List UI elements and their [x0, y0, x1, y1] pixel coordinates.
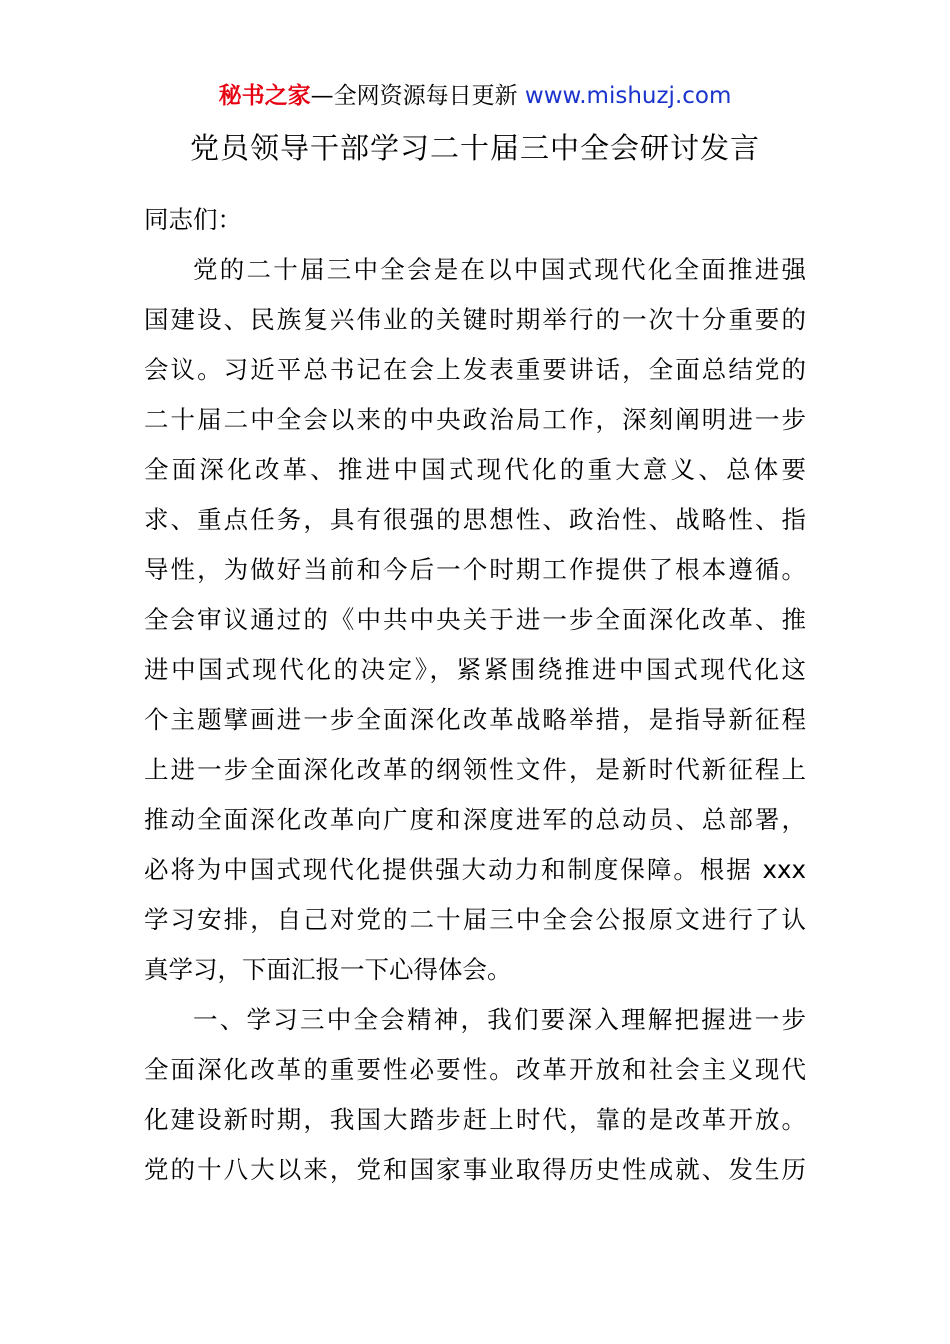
- paragraph-1-line: 国建设、民族复兴伟业的关键时期举行的一次十分重要的: [144, 305, 806, 334]
- paragraph-1-line: 学习安排，自己对党的二十届三中全会公报原文进行了认: [144, 905, 806, 934]
- paragraph-1-line: 导性，为做好当前和今后一个时期工作提供了根本遵循。: [144, 555, 806, 584]
- paragraph-2-line: 一、学习三中全会精神，我们要深入理解把握进一步: [193, 1005, 806, 1034]
- site-header: [0, 80, 950, 112]
- document-body: [144, 195, 806, 1195]
- paragraph-1-line: 全会审议通过的《中共中央关于进一步全面深化改革、推: [144, 605, 806, 634]
- paragraph-1-line: 会议。习近平总书记在会上发表重要讲话，全面总结党的: [144, 355, 806, 384]
- header-tagline: —全网资源每日更新: [310, 83, 518, 109]
- paragraph-2-line: 化建设新时期，我国大踏步赶上时代，靠的是改革开放。: [144, 1105, 806, 1134]
- paragraph-2-line: 全面深化改革的重要性必要性。改革开放和社会主义现代: [144, 1055, 806, 1084]
- paragraph-1-line: 求、重点任务，具有很强的思想性、政治性、战略性、指: [144, 505, 806, 534]
- document-title: 党员领导干部学习二十届三中全会研讨发言: [189, 131, 760, 165]
- paragraph-1-line: 真学习，下面汇报一下心得体会。: [144, 955, 512, 984]
- site-url-link[interactable]: www.mishuzj.com: [524, 83, 732, 109]
- salutation: 同志们：: [144, 205, 242, 234]
- paragraph-1-line: 个主题擘画进一步全面深化改革战略举措，是指导新征程: [144, 705, 806, 734]
- paragraph-1-line: 进中国式现代化的决定》，紧紧围绕推进中国式现代化这: [144, 655, 806, 684]
- paragraph-1-line: 推动全面深化改革向广度和深度进军的总动员、总部署，: [144, 805, 806, 834]
- paragraph-2-line: 党的十八大以来，党和国家事业取得历史性成就、发生历: [144, 1155, 806, 1184]
- paragraph-1-line: 党的二十届三中全会是在以中国式现代化全面推进强: [193, 255, 806, 284]
- paragraph-1-line: 上进一步全面深化改革的纲领性文件，是新时代新征程上: [144, 755, 806, 784]
- brand-name: 秘书之家: [218, 83, 311, 109]
- paragraph-1-line: 必将为中国式现代化提供强大动力和制度保障。根据 xxx: [144, 855, 806, 884]
- paragraph-1-line: 二十届二中全会以来的中央政治局工作，深刻阐明进一步: [144, 405, 806, 434]
- paragraph-1-line: 全面深化改革、推进中国式现代化的重大意义、总体要: [144, 455, 806, 484]
